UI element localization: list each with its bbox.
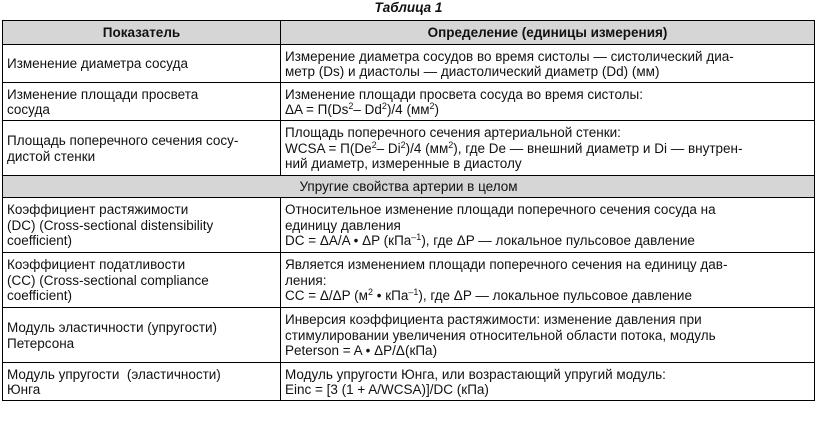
row-indicator: [3, 45, 281, 83]
row-indicator-text: Юнга: [7, 382, 41, 397]
row-indicator-text: Изменение диаметра сосуда: [7, 56, 188, 72]
formula-part: )/4 (мм: [405, 140, 449, 156]
formula-part: DC = ΔA/A • ΔP (кПа: [285, 233, 412, 249]
row-indicator-text: Петерсона: [7, 335, 75, 351]
row-indicator: [3, 121, 281, 176]
formula-part: WCSA = П(De: [285, 140, 372, 156]
row-formula: [285, 141, 810, 157]
formula-part: ), где De — внешний диаметр и Di — внутрен-: [453, 140, 743, 156]
row-definition: [281, 253, 815, 308]
section-row: [3, 176, 815, 198]
row-definition-text: единицу давления: [285, 217, 401, 233]
formula-part: ): [434, 102, 440, 117]
row-definition-text: метр (Ds) и диастолы — диастолический диаметр (Dd) (мм): [285, 64, 660, 79]
row-definition-text: Изменение площади просвета сосуда во время систолы:: [285, 86, 644, 102]
formula-part: CC = Δ/ΔP (м: [285, 288, 368, 304]
row-indicator: [3, 363, 281, 401]
row-indicator-text: (CC) (Cross-sectional compliance: [7, 272, 209, 288]
parameters-table: [2, 20, 815, 401]
row-definition-text: Peterson = A • ΔP/Δ(кПа): [285, 343, 438, 359]
row-definition: [281, 308, 815, 363]
formula-part: – Di: [376, 140, 401, 156]
row-definition-text: стимулировании увеличения относительной области потока, модуль: [285, 327, 716, 343]
header-indicator: Показатель: [3, 21, 281, 45]
formula-part: – Dd: [353, 102, 382, 117]
row-indicator-text: (DC) (Cross-sectional distensibility: [7, 217, 214, 233]
header-definition: Определение (единицы измерения): [281, 21, 815, 45]
row-definition: [281, 121, 815, 176]
table-row: [3, 45, 815, 83]
formula-superscript: 2: [367, 287, 373, 298]
row-definition-text: Является изменением площади поперечного сечения на единицу дав-: [285, 257, 728, 273]
row-indicator-text: coefficient): [7, 288, 73, 304]
row-definition: [281, 45, 815, 83]
row-indicator-text: Модуль упругости (эластичности): [7, 366, 221, 382]
row-indicator-text: coefficient): [7, 233, 73, 249]
row-indicator-text: Модуль эластичности (упругости): [7, 320, 218, 335]
table-row: [3, 198, 815, 253]
formula-superscript: 2: [348, 101, 354, 111]
row-indicator-text: Изменение площади просвета: [7, 86, 199, 102]
row-definition-text: Относительное изменение площади поперечного сечения сосуда на: [285, 202, 716, 218]
table-caption: Таблица 1: [374, 0, 443, 15]
formula-superscript: 2: [371, 139, 377, 150]
formula-part: ), где ΔP — локальное пульсовое давление: [418, 288, 692, 304]
row-indicator-text: дистой стенки: [7, 148, 96, 164]
row-formula: [285, 288, 810, 304]
row-definition: [281, 83, 815, 121]
row-definition: [281, 198, 815, 253]
table-row: [3, 83, 815, 121]
row-definition-text: Модуль упругости Юнга, или возрастающий упругий модуль:: [285, 366, 666, 382]
formula-superscript: 2: [400, 139, 406, 150]
row-definition-text: Einc = [3 (1 + A/WCSA)]/DC (кПа): [285, 382, 489, 397]
row-definition-text: ний диаметр, измеренные в диастолу: [285, 156, 522, 172]
formula-superscript: –1: [411, 232, 422, 243]
row-definition-text: ления:: [285, 272, 327, 288]
row-indicator: [3, 308, 281, 363]
row-indicator: [3, 253, 281, 308]
row-formula: [285, 102, 810, 118]
formula-superscript: 2: [448, 139, 454, 150]
row-formula: [285, 233, 810, 249]
row-definition-text: Инверсия коэффициента растяжимости: изменение давления при: [285, 312, 702, 328]
row-indicator: [3, 198, 281, 253]
table-header-row: [3, 21, 815, 45]
row-indicator-text: Коэффициент податливости: [7, 257, 186, 273]
formula-part: ), где ΔP — локальное пульсовое давление: [421, 233, 695, 249]
table-row: [3, 363, 815, 401]
formula-superscript: 2: [429, 101, 435, 111]
row-indicator: [3, 83, 281, 121]
row-indicator-text: Площадь поперечного сечения сосу-: [7, 133, 239, 148]
row-definition-text: Площадь поперечного сечения артериальной стенки:: [285, 125, 621, 141]
table-row: [3, 253, 815, 308]
row-indicator-text: сосуда: [7, 102, 50, 117]
row-definition: [281, 363, 815, 401]
formula-part: )/4 (мм: [386, 102, 430, 117]
formula-superscript: –1: [408, 287, 419, 298]
row-definition-text: Измерение диаметра сосудов во время систолы — систолический диа-: [285, 48, 734, 64]
section-title: Упругие свойства артерии в целом: [3, 176, 815, 198]
row-indicator-text: Коэффициент растяжимости: [7, 202, 189, 218]
table-row: [3, 121, 815, 176]
formula-part: • кПа: [372, 288, 409, 304]
table-row: [3, 308, 815, 363]
formula-superscript: 2: [381, 101, 387, 111]
formula-part: ΔA = П(Ds: [285, 102, 349, 117]
